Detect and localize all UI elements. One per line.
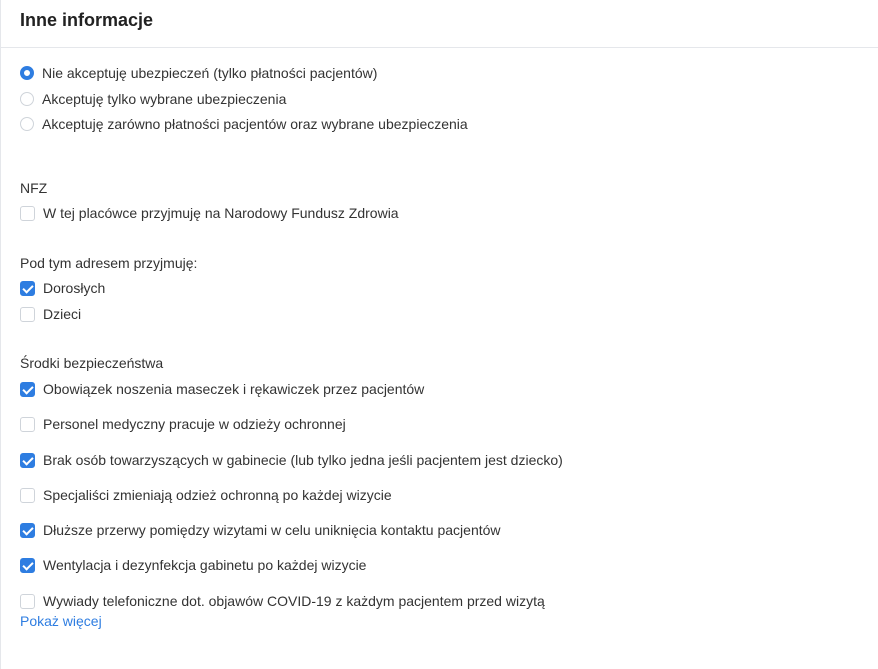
safety-option-no-companions[interactable] [20,450,563,470]
checkbox[interactable] [20,382,35,397]
safety-option-longer-breaks[interactable] [20,520,501,540]
checkbox-label: Dorosłych [43,280,106,296]
panel-title: Inne informacje [20,9,154,30]
insurance-option-label: Akceptuję tylko wybrane ubezpieczenia [42,91,287,107]
checkbox-label: Wentylacja i dezynfekcja gabinetu po każdej wizycie [43,557,367,573]
radio-button[interactable] [20,66,34,80]
insurance-option-selected-insurers[interactable] [20,89,286,109]
checkbox-label: Brak osób towarzyszących w gabinecie (lub tylko jedna jeśli pacjentem jest dziecko) [43,452,563,468]
safety-option-ventilation[interactable] [20,555,366,575]
checkbox[interactable] [20,307,35,322]
insurance-option-both[interactable] [20,114,468,134]
radio-button[interactable] [20,92,34,106]
insurance-option-label: Akceptuję zarówno płatności pacjentów oraz wybrane ubezpieczenia [42,116,468,132]
patients-heading: Pod tym adresem przyjmuję: [20,255,198,271]
safety-heading: Środki bezpieczeństwa [20,355,164,371]
checkbox[interactable] [20,417,35,432]
safety-option-masks[interactable] [20,379,424,399]
checkbox-label: Personel medyczny pracuje w odzieży ochronnej [43,416,346,432]
nfz-heading: NFZ [20,180,48,196]
checkbox-label: Dłuższe przerwy pomiędzy wizytami w celu uniknięcia kontaktu pacjentów [43,522,501,538]
insurance-option-label: Nie akceptuję ubezpieczeń (tylko płatności pacjentów) [42,65,378,81]
safety-option-clothing-change[interactable] [20,485,392,505]
checkbox-label: Specjaliści zmieniają odzież ochronną po każdej wizycie [43,487,392,503]
safety-option-protective-clothing[interactable] [20,414,346,434]
patients-children-row[interactable] [20,304,81,324]
show-more-link[interactable]: Pokaż więcej [20,613,102,629]
checkbox-label: W tej placówce przyjmuję na Narodowy Fundusz Zdrowia [43,205,399,221]
safety-option-phone-interview[interactable] [20,591,545,611]
patients-adults-row[interactable] [20,278,105,298]
checkbox[interactable] [20,206,35,221]
checkbox[interactable] [20,594,35,609]
checkbox-label: Wywiady telefoniczne dot. objawów COVID-19 z każdym pacjentem przed wizytą [43,593,545,609]
checkbox[interactable] [20,281,35,296]
checkbox[interactable] [20,523,35,538]
checkbox-label: Dzieci [43,306,82,322]
checkbox[interactable] [20,488,35,503]
nfz-checkbox-row[interactable] [20,203,399,223]
panel-header [1,0,878,48]
checkbox[interactable] [20,558,35,573]
radio-button[interactable] [20,117,34,131]
insurance-option-patients-only[interactable] [20,63,377,83]
checkbox[interactable] [20,453,35,468]
checkbox-label: Obowiązek noszenia maseczek i rękawiczek przez pacjentów [43,381,425,397]
